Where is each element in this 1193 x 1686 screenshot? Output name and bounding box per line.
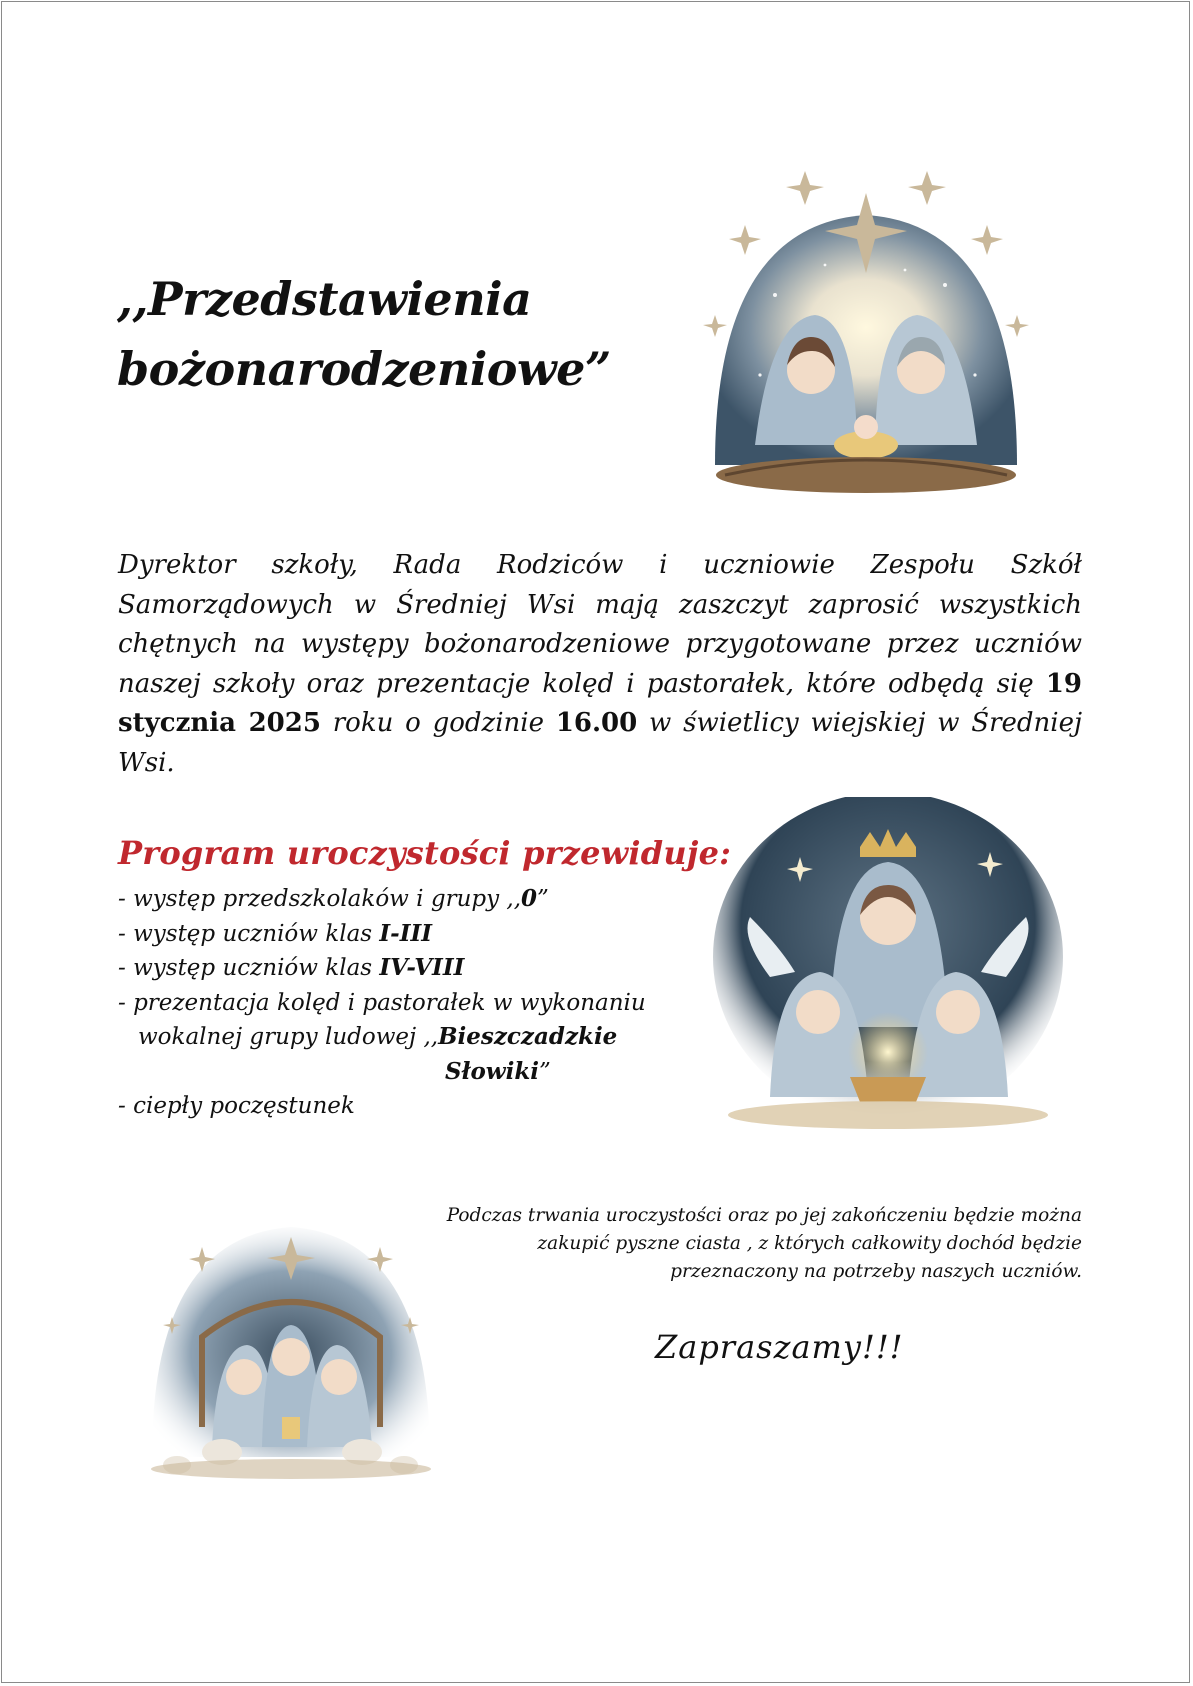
intro-text-before: Dyrektor szkoły, Rada Rodziców i uczniowie Zespołu Szkół Samorządowych w Średniej Wsi mają zaszczyt zaprosić wszystkich chętnych na występy bożonarodzeniowe przygotowane przez uczniów naszej szkoły oraz prezentacje kolęd i pastorałek, które odbędą się (118, 550, 1082, 699)
page-title (117, 264, 637, 404)
program-item: - ciepły poczęstunek (118, 1093, 355, 1119)
program-item: - występ uczniów klas IV-VIII (118, 954, 465, 981)
event-date: 19 stycznia 2025 (118, 668, 1083, 738)
program-list (118, 882, 646, 1124)
program-heading: Program uroczystości przewiduje: (118, 834, 732, 872)
cake-sale-note: Podczas trwania uroczystości oraz po jej zakończeniu będzie można zakupić pyszne ciasta , z których całkowity dochód będzie przeznaczony na potrzeby naszych uczniów. (446, 1205, 1082, 1282)
title-line-1: ,,Przedstawienia (117, 272, 532, 326)
angels-nativity-illustration (710, 797, 1066, 1137)
program-item: - występ przedszkolaków i grupy ,,0” (118, 885, 549, 912)
invitation-page (1, 1, 1190, 1683)
event-time: 16.00 (555, 708, 638, 738)
program-item: - prezentacja kolęd i pastorałek w wykonaniu wokalnej grupy ludowej ,,Bieszczadzkie Słowiki” (118, 989, 646, 1085)
intro-text-after: w świetlicy wiejskiej w Średniej Wsi. (118, 708, 1083, 778)
title-line-2: bożonarodzeniowe” (117, 342, 611, 396)
program-item: - występ uczniów klas I-III (118, 919, 432, 947)
invitation-text (118, 546, 1082, 783)
intro-text-middle: roku o godzinie (332, 708, 544, 738)
invite-closing: Zapraszamy!!! (655, 1328, 904, 1366)
stable-sheep-illustration (132, 1197, 450, 1497)
nativity-star-illustration (675, 145, 1057, 535)
